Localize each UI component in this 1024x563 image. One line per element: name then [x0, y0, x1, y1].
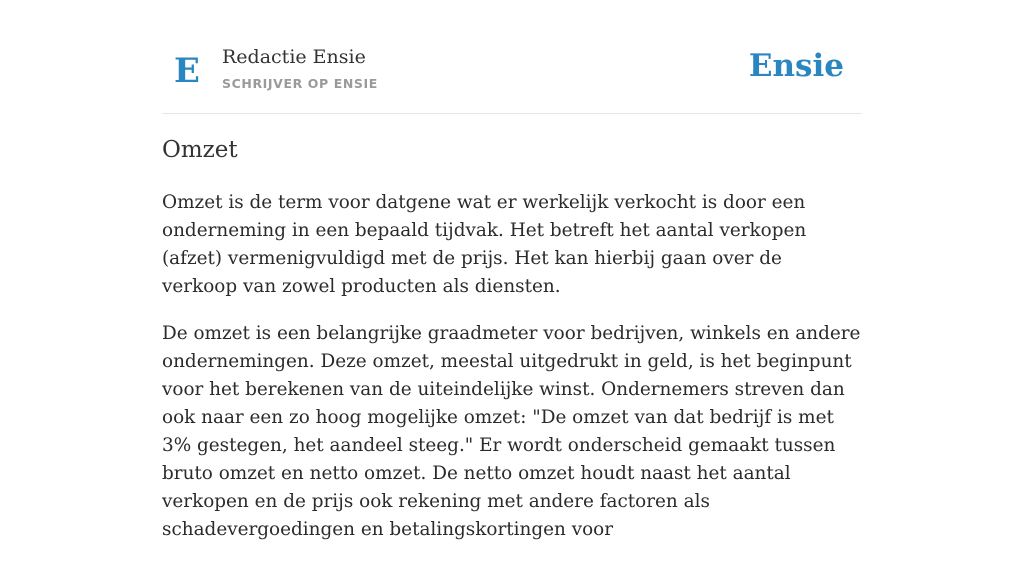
- author-avatar[interactable]: E: [174, 51, 200, 91]
- brand-logo[interactable]: Ensie: [748, 48, 844, 84]
- author-name[interactable]: Redactie Ensie: [222, 46, 366, 68]
- article-card: [162, 0, 862, 540]
- article-paragraph: Omzet is de term voor datgene wat er werkelijk verkocht is door een onderneming in een bepaald tijdvak. Het betreft het aantal verkopen (afzet) vermenigvuldigd met de prijs. Het kan hierbij gaan over de verkoop van zowel producten als diensten.: [162, 192, 807, 297]
- author-header: [162, 40, 862, 114]
- article-paragraph: De omzet is een belangrijke graadmeter voor bedrijven, winkels en andere ondernemingen. Deze omzet, meestal uitgedrukt in geld, is het beginpunt voor het berekenen van de uiteindelijke winst. Ondernemers streven dan ook naar een zo hoog mogelijke omzet: "De omzet van dat bedrijf is met 3% gestegen, het aandeel steeg." Er wordt onderscheid gemaakt tussen bruto omzet en netto omzet. De netto omzet houdt naast het aantal verkopen en de prijs ook rekening met andere factoren als schadevergoedingen en betalingskortingen voor: [162, 323, 861, 540]
- author-role: SCHRIJVER OP ENSIE: [222, 76, 378, 91]
- article-title: Omzet: [162, 137, 238, 163]
- article-body: [162, 189, 862, 563]
